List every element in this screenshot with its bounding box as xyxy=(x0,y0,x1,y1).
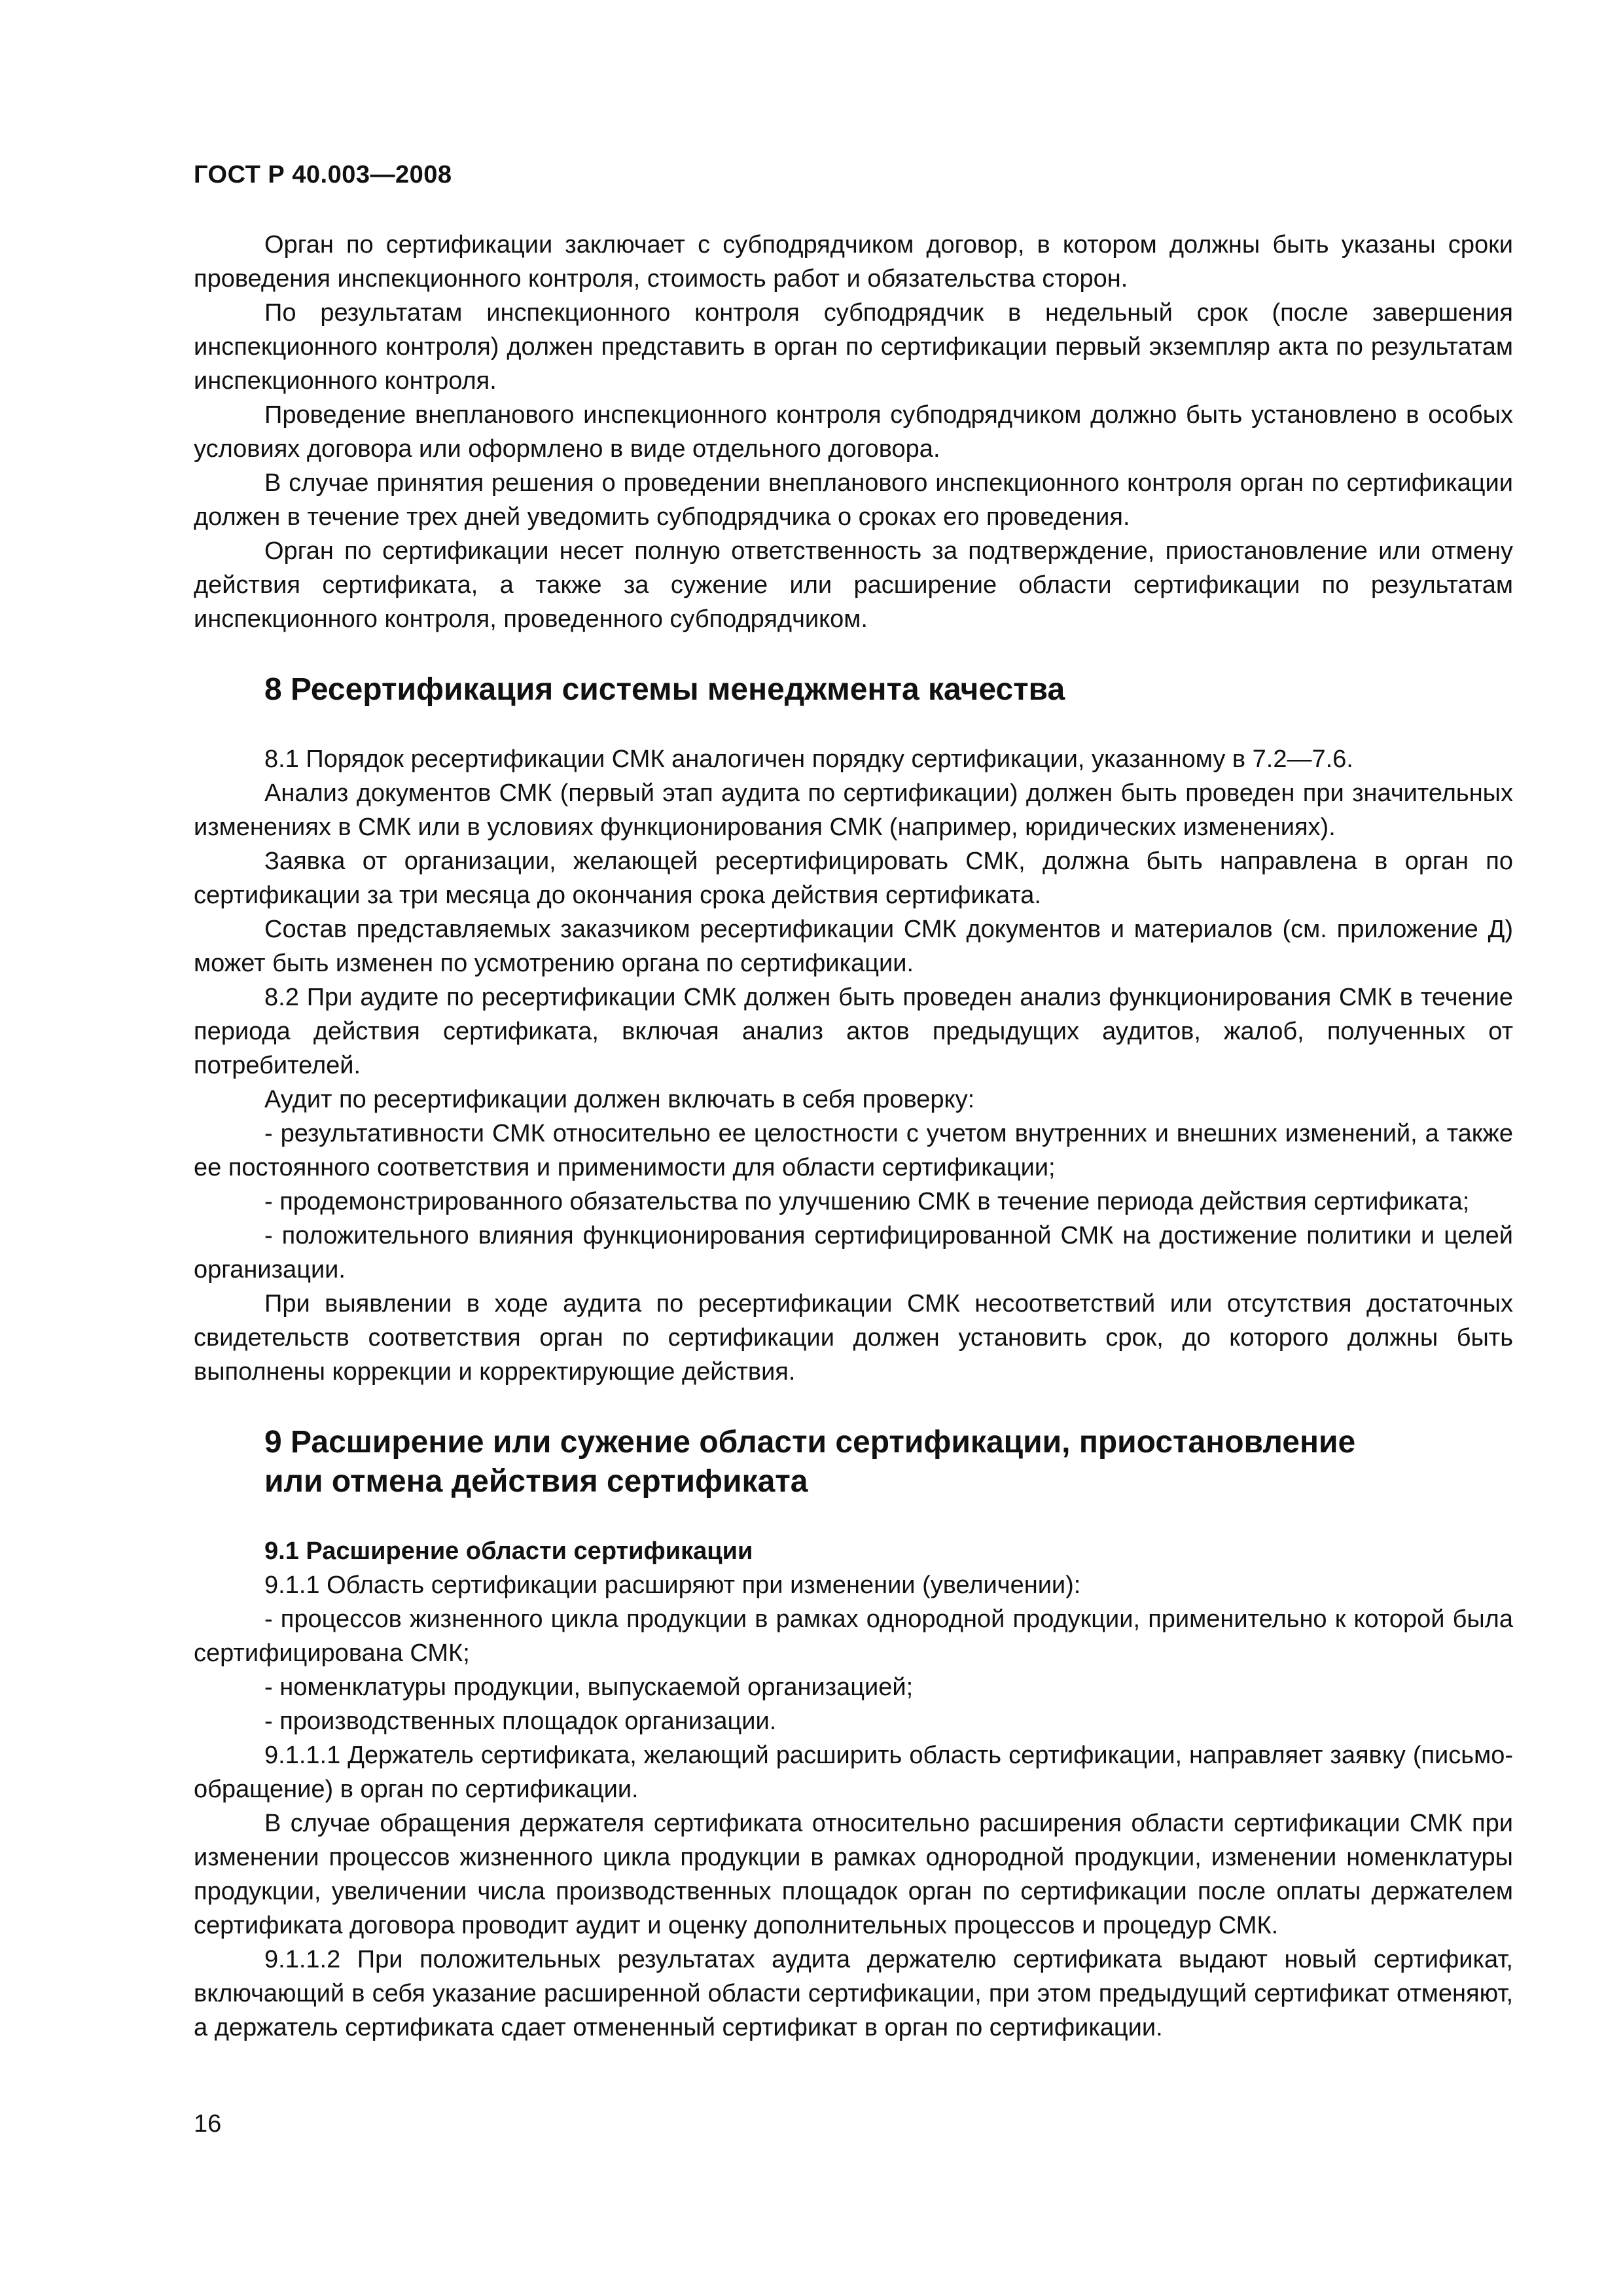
paragraph: Орган по сертификации заключает с субподрядчиком договор, в котором должны быть указаны сроки проведения инспекционного контроля, стоимость работ и обязательства сторон. xyxy=(194,231,1513,293)
list-item: - продемонстрированного обязательства по улучшению СМК в течение периода действия сертификата; xyxy=(264,1188,1470,1215)
paragraph: 8.2 При аудите по ресертификации СМК должен быть проведен анализ функционирования СМК в течение периода действия сертификата, включая анализ актов предыдущих аудитов, жалоб, полученных от потребителей. xyxy=(194,984,1513,1079)
paragraph: Состав представляемых заказчиком ресертификации СМК документов и материалов (см. приложение Д) может быть изменен по усмотрению органа по сертификации. xyxy=(194,916,1513,977)
list-item: - производственных площадок организации. xyxy=(264,1708,777,1735)
subsection-9-1-heading: 9.1 Расширение области сертификации xyxy=(264,1537,753,1565)
document-header: ГОСТ Р 40.003—2008 xyxy=(194,161,452,188)
section-8-heading: 8 Ресертификация системы менеджмента качества xyxy=(264,672,1065,707)
list-item: - результативности СМК относительно ее целостности с учетом внутренних и внешних изменений, а также ее постоянного соответствия и применимости для области сертификации; xyxy=(194,1120,1513,1181)
page-number: 16 xyxy=(194,2110,222,2138)
paragraph: По результатам инспекционного контроля субподрядчик в недельный срок (после завершения инспекционного контроля) должен представить в орган по сертификации первый экземпляр акта по результатам инспекционного контроля. xyxy=(194,299,1513,395)
list-item: - процессов жизненного цикла продукции в рамках однородной продукции, применительно к которой была сертифицирована СМК; xyxy=(194,1605,1513,1667)
paragraph: 9.1.1.1 Держатель сертификата, желающий расширить область сертификации, направляет заявку (письмо-обращение) в орган по сертификации. xyxy=(194,1742,1513,1803)
list-item: - номенклатуры продукции, выпускаемой организацией; xyxy=(264,1674,914,1701)
paragraph: 9.1.1.2 При положительных результатах аудита держателю сертификата выдают новый сертификат, включающий в себя указание расширенной области сертификации, при этом предыдущий сертификат отменяют, а держатель сертификата сдает отмененный сертификат в орган по сертификации. xyxy=(194,1946,1513,2041)
paragraph: Орган по сертификации несет полную ответственность за подтверждение, приостановление или отмену действия сертификата, а также за сужение или расширение области сертификации по результатам инспекционного контроля, проведенного субподрядчиком. xyxy=(194,537,1513,633)
paragraph: 9.1.1 Область сертификации расширяют при изменении (увеличении): xyxy=(264,1571,1081,1599)
paragraph: В случае обращения держателя сертификата относительно расширения области сертификации СМК при изменении процессов жизненного цикла продукции в рамках однородной продукции, изменении номенклатуры продукции, увеличении числа производственных площадок орган по сертификации после оплаты держателем сертификата договора проводит аудит и оценку дополнительных процессов и процедур СМК. xyxy=(194,1810,1513,1939)
section-9-heading-line1: 9 Расширение или сужение области сертификации, приостановление xyxy=(264,1425,1356,1460)
section-9-heading-line2: или отмена действия сертификата xyxy=(264,1464,808,1499)
paragraph: Проведение внепланового инспекционного контроля субподрядчиком должно быть установлено в особых условиях договора или оформлено в виде отдельного договора. xyxy=(194,401,1513,463)
paragraph: В случае принятия решения о проведении внепланового инспекционного контроля орган по сертификации должен в течение трех дней уведомить субподрядчика о сроках его проведения. xyxy=(194,469,1513,531)
page-content xyxy=(194,228,1513,2045)
list-item: - положительного влияния функционирования сертифицированной СМК на достижение политики и целей организации. xyxy=(194,1222,1513,1283)
paragraph: При выявлении в ходе аудита по ресертификации СМК несоответствий или отсутствия достаточных свидетельств соответствия орган по сертификации должен установить срок, до которого должны быть выполнены коррекции и корректирующие действия. xyxy=(194,1290,1513,1386)
paragraph: 8.1 Порядок ресертификации СМК аналогичен порядку сертификации, указанному в 7.2—7.6. xyxy=(264,745,1353,773)
paragraph: Заявка от организации, желающей ресертифицировать СМК, должна быть направлена в орган по сертификации за три месяца до окончания срока действия сертификата. xyxy=(194,848,1513,909)
paragraph: Анализ документов СМК (первый этап аудита по сертификации) должен быть проведен при значительных изменениях в СМК или в условиях функционирования СМК (например, юридических изменениях). xyxy=(194,780,1513,841)
section-9-heading xyxy=(194,1423,1513,1501)
paragraph: Аудит по ресертификации должен включать в себя проверку: xyxy=(264,1086,975,1113)
